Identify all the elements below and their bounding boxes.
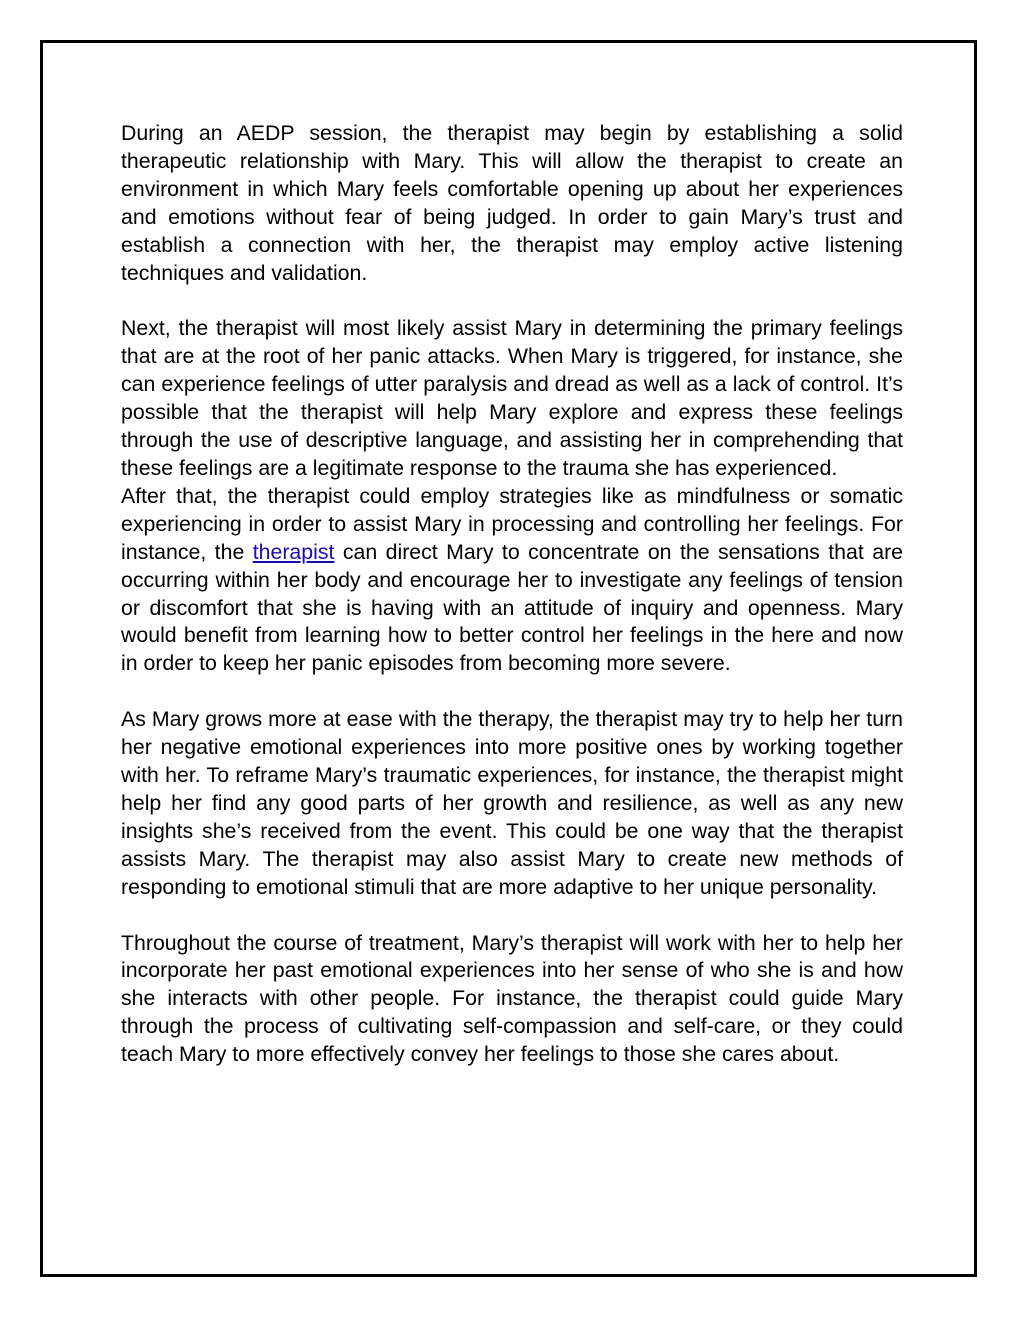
paragraph-2-text-c: can direct Mary to concentrate on the sensations that are occurring within her body and encourage her to investigate any feelings of tension or discomfort that she is having with an attitude of inquiry and openness. Mary would benefit from learning how to better control her feelings in the here and now in order to keep her panic episodes from becoming more severe. — [121, 539, 904, 676]
paragraph-4: Throughout the course of treatment, Mary’s therapist will work with her to help her incorporate her past emotional experiences into her sense of who she is and how she interacts with other people. For instance, the therapist could guide Mary through the process of cultivating self-compassion and self-care, or they could teach Mary to more effectively convey her feelings to those she cares about. — [121, 930, 903, 1067]
therapist-link[interactable]: therapist — [252, 539, 335, 564]
document-body — [121, 120, 903, 1069]
paragraph-2 — [121, 315, 903, 678]
paragraph-2-text-b: After that, the therapist could employ strategies like as mindfulness or somatic experiencing in order to assist Mary in processing and controlling her feelings. For instance, the — [121, 483, 903, 564]
paragraph-3: As Mary grows more at ease with the therapy, the therapist may try to help her turn her negative emotional experiences into more positive ones by working together with her. To reframe Mary’s traumatic experiences, for instance, the therapist might help her find any good parts of her growth and resilience, as well as any new insights she’s received from the event. This could be one way that the therapist assists Mary. The therapist may also assist Mary to create new methods of responding to emotional stimuli that are more adaptive to her unique personality. — [121, 707, 903, 899]
paragraph-1: During an AEDP session, the therapist may begin by establishing a solid therapeutic relationship with Mary. This will allow the therapist to create an environment in which Mary feels comfortable opening up about her experiences and emotions without fear of being judged. In order to gain Mary’s trust and establish a connection with her, the therapist may employ active listening techniques and validation. — [121, 121, 903, 285]
paragraph-2-text-a: Next, the therapist will most likely assist Mary in determining the primary feelings that are at the root of her panic attacks. When Mary is triggered, for instance, she can experience feelings of utter paralysis and dread as well as a lack of control. It’s possible that the therapist will help Mary explore and express these feelings through the use of descriptive language, and assisting her in comprehending that these feelings are a legitimate response to the trauma she has experienced. — [121, 316, 903, 480]
